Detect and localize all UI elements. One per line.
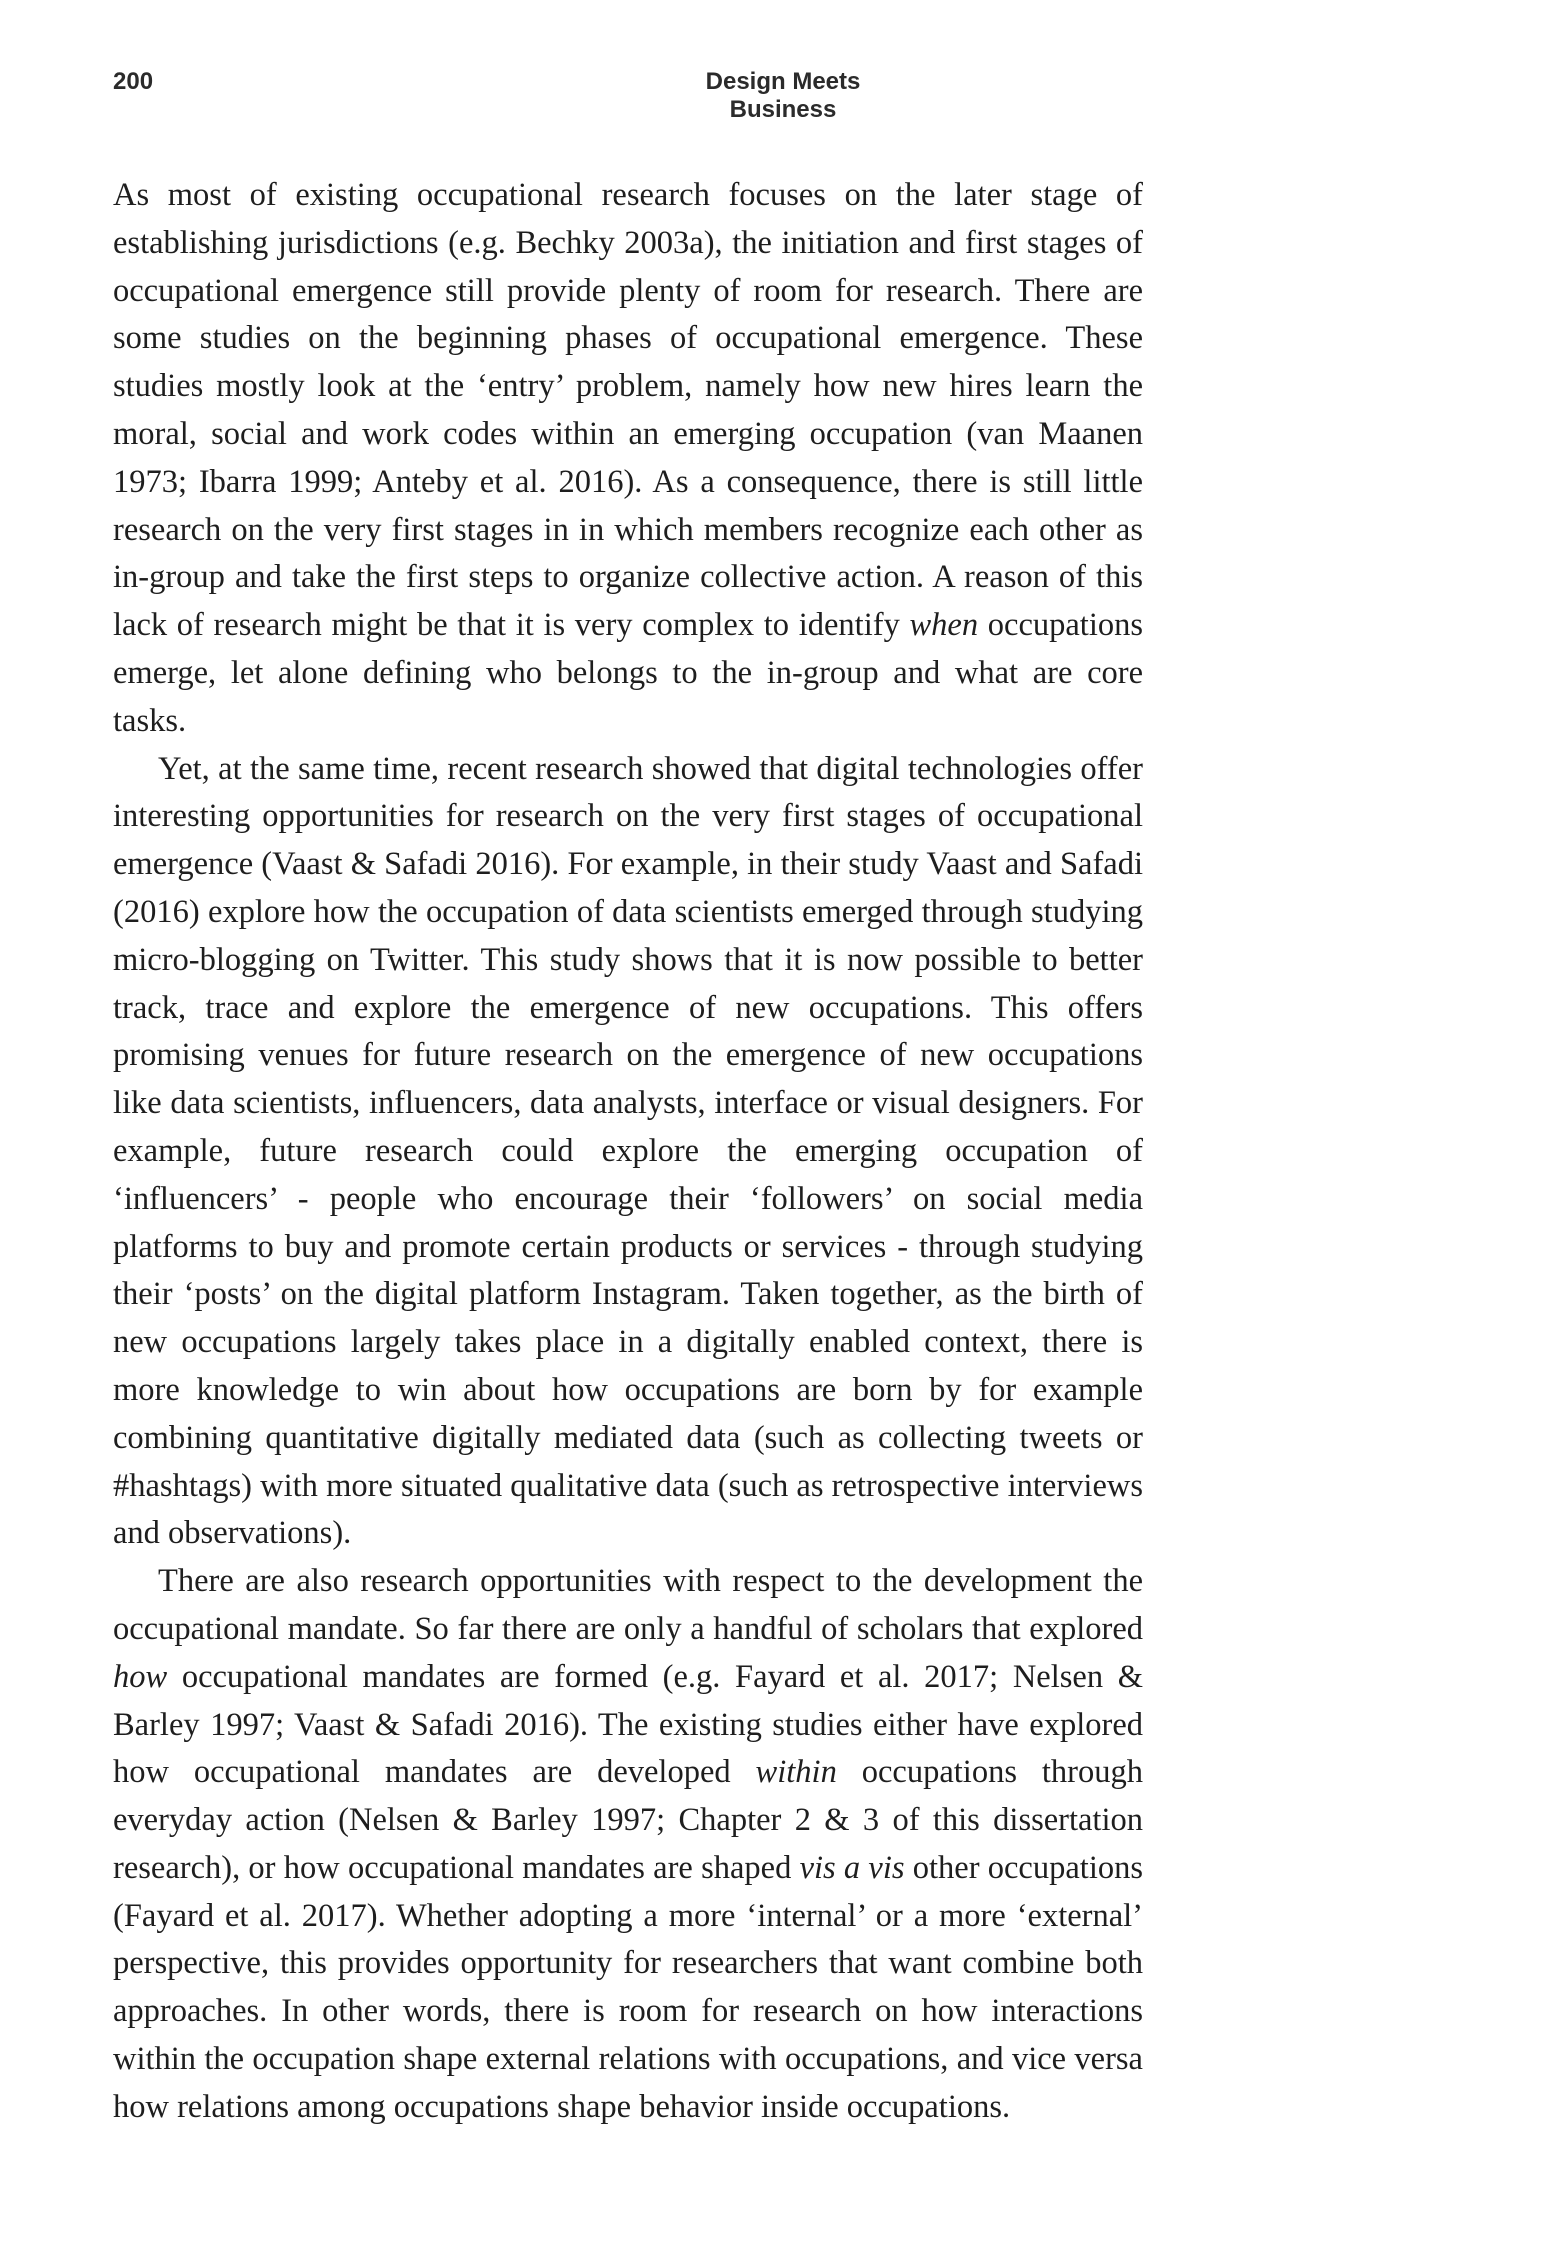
paragraph: [113, 172, 1143, 746]
book-title: Design Meets Business: [705, 68, 861, 123]
emphasized-text: vis a vis: [799, 1849, 905, 1886]
text-run: There are also research opportunities with respect to the development the occupational mandate. So far there are only a handful of scholars that explored: [113, 1563, 1143, 1647]
text-run: other occupations (Fayard et al. 2017). Whether adopting a more ‘internal’ or a more ‘external’ perspective, this provides opportunity for researchers that want combine both approaches. In other words, there is room for research on how interactions within the occupation shape external relations with occupations, and vice versa how relations among occupations shape behavior inside occupations.: [113, 1849, 1143, 2125]
text-run: occupational mandates are formed (e.g. Fayard et al. 2017; Nelsen & Barley 1997; Vaast & Safadi 2016). The existing studies either have explored how occupational mandates are developed: [113, 1658, 1143, 1791]
emphasized-text: when: [909, 607, 979, 644]
running-header: [113, 68, 1143, 123]
text-run: occupations through everyday action (Nelsen & Barley 1997; Chapter 2 & 3 of this dissertation research), or how occupational mandates are shaped: [113, 1754, 1143, 1886]
emphasized-text: within: [755, 1754, 837, 1791]
body-text: [113, 172, 1143, 2132]
paragraph: [113, 1558, 1143, 2132]
text-run: Yet, at the same time, recent research showed that digital technologies offer interesting opportunities for research on the very first stages of occupational emergence (Vaast & Safadi 2016). For example, in their study Vaast and Safadi (2016) explore how the occupation of data scientists emerged through studying micro-blogging on Twitter. This study shows that it is now possible to better track, trace and explore the emergence of new occupations. This offers promising venues for future research on the emergence of new occupations like data scientists, influencers, data analysts, interface or visual designers. For example, future research could explore the emerging occupation of ‘influencers’ - people who encourage their ‘followers’ on social media platforms to buy and promote certain products or services - through studying their ‘posts’ on the digital platform Instagram. Taken together, as the birth of new occupations largely takes place in a digitally enabled context, there is more knowledge to win about how occupations are born by for example combining quantitative digitally mediated data (such as collecting tweets or #hashtags) with more situated qualitative data (such as retrospective interviews and observations).: [113, 750, 1143, 1552]
paragraph: [113, 746, 1143, 1559]
text-run: As most of existing occupational research focuses on the later stage of establishing jurisdictions (e.g. Bechky 2003a), the initiation and first stages of occupational emergence still provide plenty of room for research. There are some studies on the beginning phases of occupational emergence. These studies mostly look at the ‘entry’ problem, namely how new hires learn the moral, social and work codes within an emerging occupation (van Maanen 1973; Ibarra 1999; Anteby et al. 2016). As a consequence, there is still little research on the very first stages in in which members recognize each other as in-group and take the first steps to organize collective action. A reason of this lack of research might be that it is very complex to identify: [113, 177, 1143, 644]
page-number: 200: [113, 68, 154, 95]
text-run: occupations emerge, let alone defining who belongs to the in-group and what are core tasks.: [113, 607, 1144, 739]
emphasized-text: how: [113, 1658, 168, 1695]
